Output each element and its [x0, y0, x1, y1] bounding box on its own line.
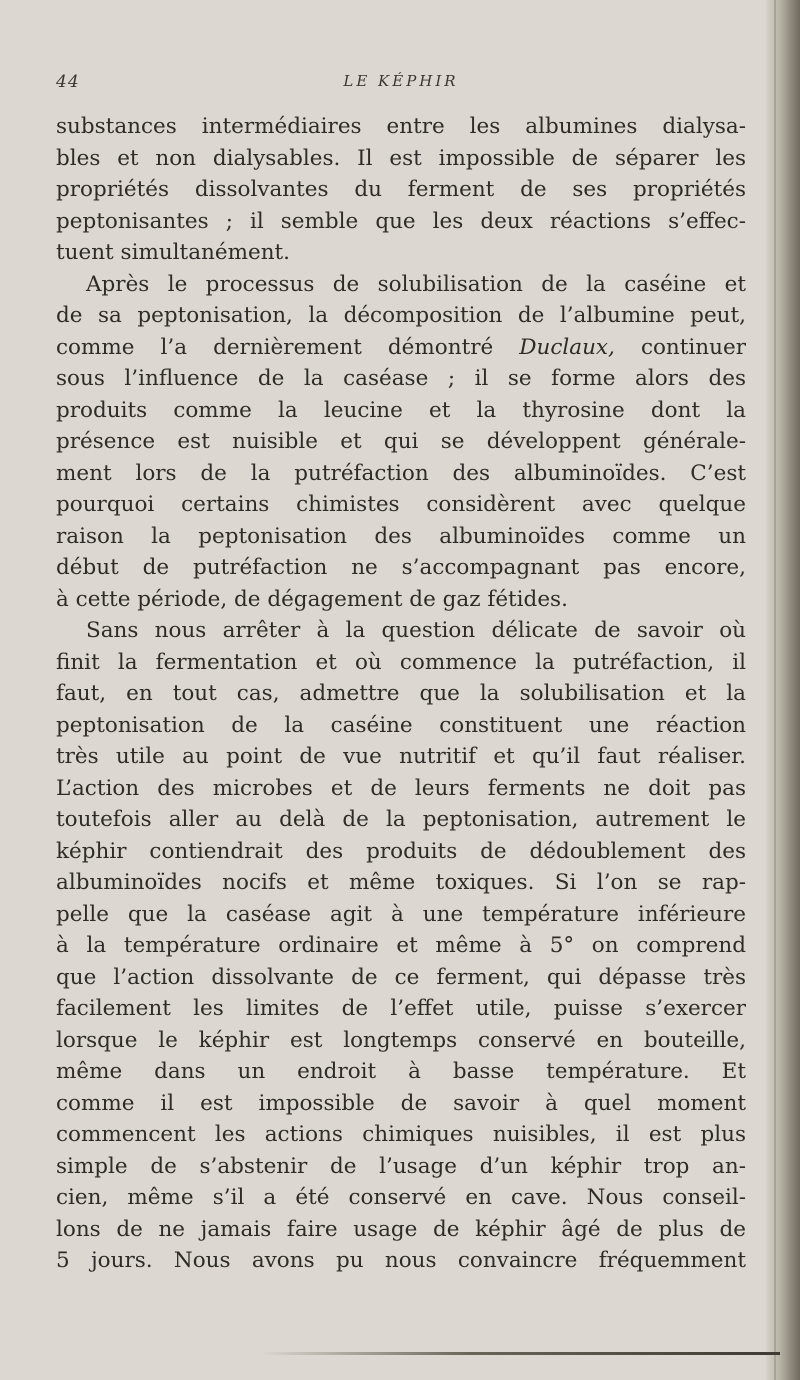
running-title: LE KÉPHIR — [343, 72, 459, 90]
text-line: pourquoi certains chimistes considèrent avec quelque — [56, 492, 746, 517]
text-line: à la température ordinaire et même à 5° on comprend — [56, 933, 746, 958]
text-line: 5 jours. Nous avons pu nous convaincre fréquemment — [56, 1248, 746, 1273]
text-line: facilement les limites de l’effet utile, puisse s’exercer — [56, 996, 746, 1021]
text-line: Sans nous arrêter à la question délicate de savoir où — [86, 618, 746, 643]
text-line: finit la fermentation et où commence la putréfaction, il — [56, 649, 746, 675]
text-line: à cette période, de dégagement de gaz fétides. — [56, 586, 568, 612]
text-line: albuminoïdes nocifs et même toxiques. Si l’on se rap- — [56, 870, 746, 895]
text-line: pelle que la caséase agit à une température inférieure — [56, 901, 746, 927]
text-line: commencent les actions chimiques nuisibles, il est plus — [56, 1122, 746, 1147]
text-line: très utile au point de vue nutritif et qu’il faut réaliser. — [56, 744, 746, 769]
text-line — [56, 332, 746, 364]
text-fragment: continuer — [640, 334, 746, 360]
text-line: ment lors de la putréfaction des albuminoïdes. C’est — [56, 460, 746, 486]
text-line: toutefois aller au delà de la peptonisation, autrement le — [56, 807, 746, 832]
page-header — [56, 72, 746, 100]
text-line: képhir contiendrait des produits de dédoublement des — [56, 838, 746, 864]
text-line: peptonisation de la caséine constituent une réaction — [56, 712, 746, 738]
text-line: présence est nuisible et qui se développent générale- — [56, 429, 746, 454]
text-line: bles et non dialysables. Il est impossible de séparer les — [56, 145, 746, 171]
page-binding-edge — [766, 0, 800, 1380]
text-line: de sa peptonisation, la décomposition de l’albumine peut, — [56, 303, 746, 328]
text-line: peptonisantes ; il semble que les deux réactions s’effec- — [56, 208, 746, 234]
text-line: début de putréfaction ne s’accompagnant pas encore, — [56, 555, 746, 580]
page-number: 44 — [56, 72, 80, 92]
text-line: faut, en tout cas, admettre que la solubilisation et la — [56, 681, 746, 706]
text-line: L’action des microbes et de leurs ferments ne doit pas — [56, 775, 746, 801]
text-line: comme il est impossible de savoir à quel moment — [56, 1090, 746, 1116]
text-line: simple de s’abstenir de l’usage d’un képhir trop an- — [56, 1153, 746, 1179]
text-line: lons de ne jamais faire usage de képhir âgé de plus de — [56, 1216, 746, 1242]
text-line: même dans un endroit à basse température. Et — [56, 1059, 746, 1084]
text-fragment: comme l’a dernièrement démontré — [56, 334, 494, 360]
text-line: cien, même s’il a été conservé en cave. Nous conseil- — [56, 1185, 746, 1210]
text-line: produits comme la leucine et la thyrosine dont la — [56, 397, 746, 423]
text-line: lorsque le képhir est longtemps conservé en bouteille, — [56, 1027, 746, 1053]
text-line: Après le processus de solubilisation de la caséine et — [86, 271, 746, 297]
page-bottom-edge — [260, 1352, 780, 1355]
text-line: raison la peptonisation des albuminoïdes comme un — [56, 523, 746, 549]
author-name: Duclaux, — [519, 334, 615, 360]
text-line: que l’action dissolvante de ce ferment, qui dépasse très — [56, 964, 746, 990]
text-line: sous l’influence de la caséase ; il se forme alors des — [56, 366, 746, 391]
text-line: propriétés dissolvantes du ferment de ses propriétés — [56, 177, 746, 202]
text-line: substances intermédiaires entre les albumines dialysa- — [56, 114, 746, 139]
body-text — [56, 111, 746, 1277]
text-line: tuent simultanément. — [56, 240, 291, 265]
